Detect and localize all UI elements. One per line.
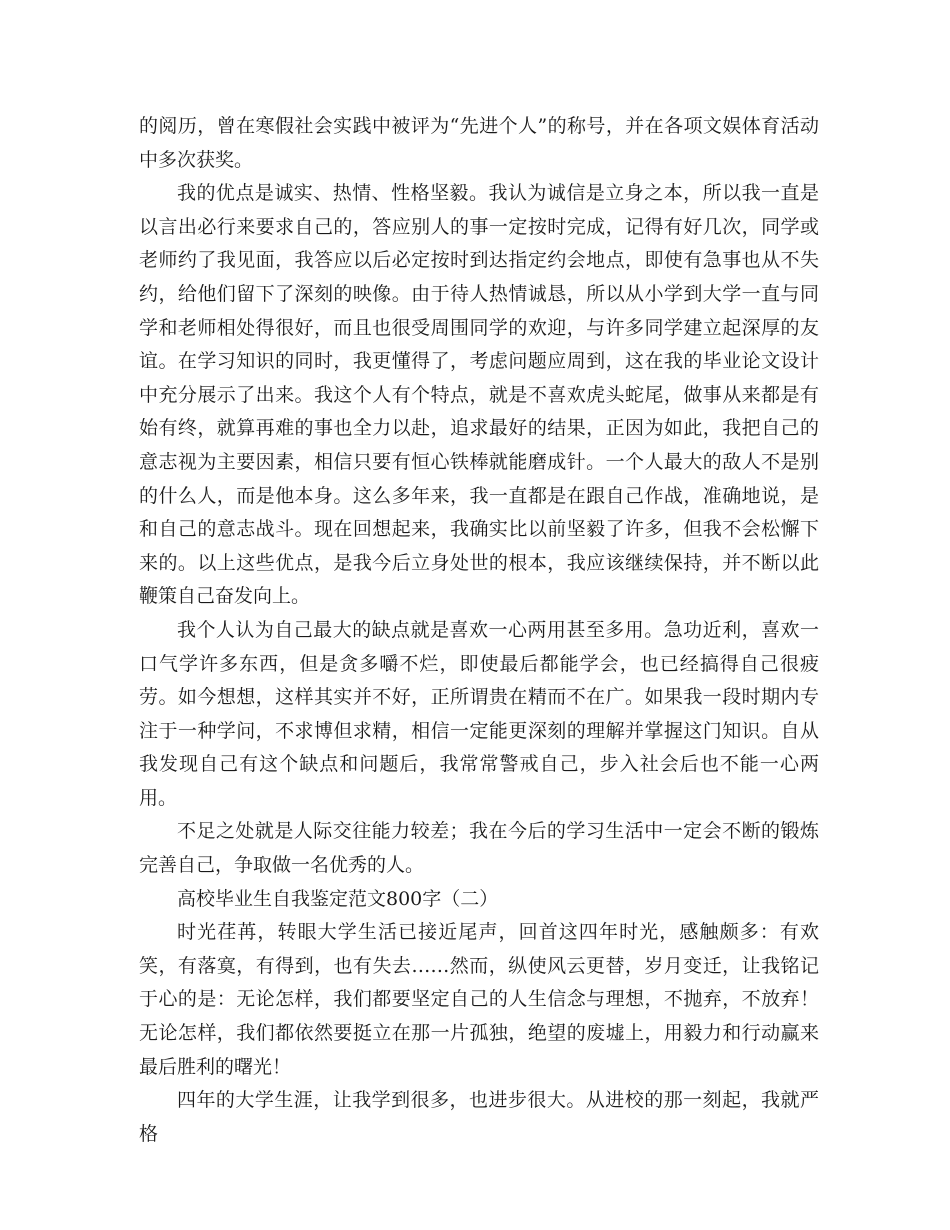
paragraph-university-years: 四年的大学生涯，让我学到很多，也进步很大。从进校的那一刻起，我就严格 (139, 1089, 819, 1145)
paragraph-continuation: 的阅历，曾在寒假社会实践中被评为“先进个人”的称号，并在各项文娱体育活动中多次获奖。 (139, 115, 819, 171)
paragraph-weakness: 我个人认为自己最大的缺点就是喜欢一心两用甚至多用。急功近利，喜欢一口气学许多东西，但是贪多嚼不烂，即使最后都能学会，也已经搞得自己很疲劳。如今想想，这样其实并不好，正所谓贵在精而不在广。如果我一段时期内专注于一种学问，不求博但求精，相信一定能更深刻的理解并掌握这门知识。自从我发现自己有这个缺点和问题后，我常常警戒自己，步入社会后也不能一心两用。 (139, 618, 819, 809)
paragraph-shortcoming: 不足之处就是人际交往能力较差；我在今后的学习生活中一定会不断的锻炼完善自己，争取做一名优秀的人。 (139, 820, 819, 877)
paragraph-strengths: 我的优点是诚实、热情、性格坚毅。我认为诚信是立身之本，所以我一直是以言出必行来要求自己的，答应别人的事一定按时完成，记得有好几次，同学或老师约了我见面，我答应以后必定按时到达指定约会地点，即使有急事也从不失约，给他们留下了深刻的映像。由于待人热情诚恳，所以从小学到大学一直与同学和老师相处得很好，而且也很受周围同学的欢迎，与许多同学建立起深厚的友谊。在学习知识的同时，我更懂得了，考虑问题应周到，这在我的毕业论文设计中充分展示了出来。我这个人有个特点，就是不喜欢虎头蛇尾，做事从来都是有始有终，就算再难的事也全力以赴，追求最好的结果，正因为如此，我把自己的意志视为主要因素，相信只要有恒心铁棒就能磨成针。一个人最大的敌人不是别的什么人，而是他本身。这么多年来，我一直都是在跟自己作战，准确地说，是和自己的意志战斗。现在回想起来，我确实比以前坚毅了许多，但我不会松懈下来的。以上这些优点，是我今后立身处世的根本，我应该继续保持，并不断以此鞭策自己奋发向上。 (139, 182, 819, 608)
document-body (139, 110, 819, 1151)
paragraph-reflection: 时光荏苒，转眼大学生活已接近尾声，回首这四年时光，感触颇多：有欢笑，有落寞，有得到，也有失去……然而，纵使风云更替，岁月变迁，让我铭记于心的是：无论怎样，我们都要坚定自己的人生信念与理想，不抛弃，不放弃！无论怎样，我们都依然要挺立在那一片孤独，绝望的废墟上，用毅力和行动赢来最后胜利的曙光！ (139, 921, 819, 1078)
section-heading: 高校毕业生自我鉴定范文800字（二） (177, 887, 499, 910)
